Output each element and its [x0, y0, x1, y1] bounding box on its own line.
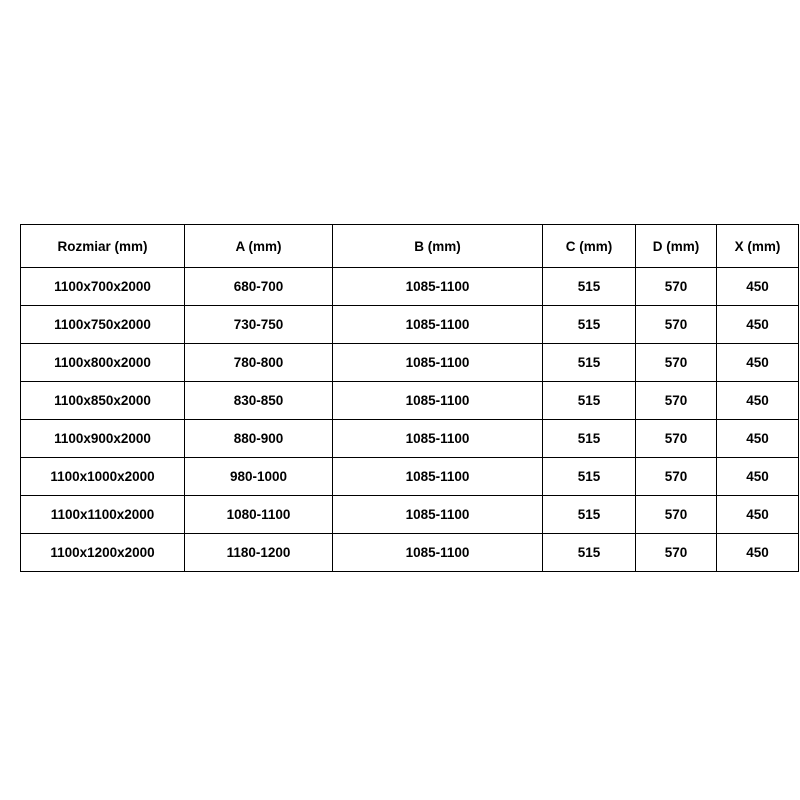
table-row [21, 496, 799, 534]
cell-rozmiar: 1100x700x2000 [21, 268, 185, 306]
cell-c: 515 [543, 458, 636, 496]
cell-d: 570 [636, 534, 717, 572]
cell-b: 1085-1100 [333, 382, 543, 420]
cell-x: 450 [717, 268, 799, 306]
table-row [21, 306, 799, 344]
cell-b: 1085-1100 [333, 496, 543, 534]
cell-b: 1085-1100 [333, 344, 543, 382]
cell-c: 515 [543, 534, 636, 572]
cell-b: 1085-1100 [333, 458, 543, 496]
cell-a: 1080-1100 [185, 496, 333, 534]
cell-c: 515 [543, 268, 636, 306]
table-row [21, 420, 799, 458]
cell-rozmiar: 1100x900x2000 [21, 420, 185, 458]
cell-x: 450 [717, 382, 799, 420]
cell-a: 880-900 [185, 420, 333, 458]
cell-x: 450 [717, 458, 799, 496]
table-row [21, 458, 799, 496]
column-header-a: A (mm) [185, 225, 333, 268]
cell-rozmiar: 1100x1100x2000 [21, 496, 185, 534]
cell-d: 570 [636, 306, 717, 344]
column-header-d: D (mm) [636, 225, 717, 268]
cell-rozmiar: 1100x1200x2000 [21, 534, 185, 572]
cell-a: 980-1000 [185, 458, 333, 496]
cell-c: 515 [543, 496, 636, 534]
cell-x: 450 [717, 306, 799, 344]
cell-rozmiar: 1100x800x2000 [21, 344, 185, 382]
cell-d: 570 [636, 382, 717, 420]
cell-c: 515 [543, 344, 636, 382]
size-table [20, 224, 799, 572]
column-header-rozmiar: Rozmiar (mm) [21, 225, 185, 268]
cell-b: 1085-1100 [333, 534, 543, 572]
cell-d: 570 [636, 344, 717, 382]
cell-a: 680-700 [185, 268, 333, 306]
cell-a: 780-800 [185, 344, 333, 382]
table-header-row [21, 225, 799, 268]
cell-rozmiar: 1100x750x2000 [21, 306, 185, 344]
cell-d: 570 [636, 420, 717, 458]
cell-x: 450 [717, 534, 799, 572]
table-row [21, 382, 799, 420]
cell-d: 570 [636, 268, 717, 306]
table-row [21, 268, 799, 306]
cell-c: 515 [543, 382, 636, 420]
column-header-b: B (mm) [333, 225, 543, 268]
cell-c: 515 [543, 420, 636, 458]
cell-rozmiar: 1100x850x2000 [21, 382, 185, 420]
table-row [21, 534, 799, 572]
cell-x: 450 [717, 344, 799, 382]
cell-d: 570 [636, 496, 717, 534]
cell-b: 1085-1100 [333, 306, 543, 344]
cell-rozmiar: 1100x1000x2000 [21, 458, 185, 496]
cell-a: 830-850 [185, 382, 333, 420]
size-table-container [20, 224, 780, 572]
table-row [21, 344, 799, 382]
cell-d: 570 [636, 458, 717, 496]
cell-b: 1085-1100 [333, 420, 543, 458]
cell-x: 450 [717, 420, 799, 458]
cell-a: 1180-1200 [185, 534, 333, 572]
column-header-x: X (mm) [717, 225, 799, 268]
column-header-c: C (mm) [543, 225, 636, 268]
cell-c: 515 [543, 306, 636, 344]
cell-b: 1085-1100 [333, 268, 543, 306]
cell-x: 450 [717, 496, 799, 534]
cell-a: 730-750 [185, 306, 333, 344]
